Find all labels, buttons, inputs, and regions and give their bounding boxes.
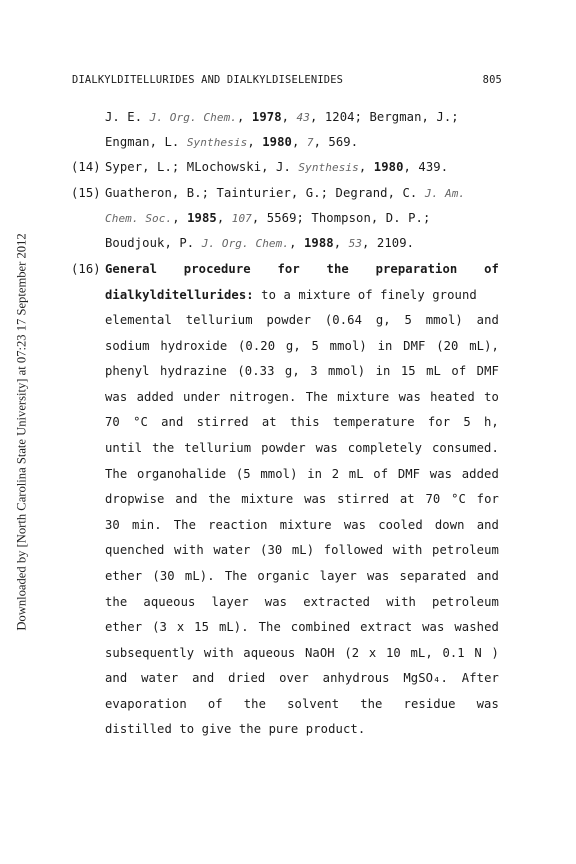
word: DMF bbox=[476, 364, 499, 379]
procedure-line bbox=[105, 671, 499, 685]
word: for bbox=[476, 492, 499, 507]
word: to bbox=[484, 389, 499, 404]
ref-number: (16) bbox=[71, 262, 101, 276]
word: solvent bbox=[287, 697, 340, 711]
word: and bbox=[105, 671, 128, 686]
word: evaporation bbox=[105, 697, 187, 711]
word: followed bbox=[323, 543, 384, 558]
word: subsequently bbox=[105, 645, 195, 660]
word: g, bbox=[375, 313, 391, 327]
word: water bbox=[213, 543, 251, 558]
procedure-line bbox=[105, 569, 499, 583]
word: tellurium bbox=[184, 441, 252, 455]
word: petroleum bbox=[432, 543, 499, 558]
word: was bbox=[343, 517, 367, 532]
procedure-line bbox=[105, 595, 499, 609]
word: g, bbox=[285, 338, 301, 353]
word: consumed. bbox=[432, 441, 499, 455]
word: mmol) bbox=[329, 338, 367, 353]
procedure-line bbox=[105, 646, 499, 660]
procedure-line bbox=[105, 441, 499, 455]
year: 1980 bbox=[373, 160, 404, 174]
word: mL bbox=[348, 466, 364, 481]
word: mmol) bbox=[328, 364, 366, 379]
word: hydrazine bbox=[160, 364, 227, 379]
volume: 7 bbox=[306, 136, 314, 149]
word: 0.1 bbox=[442, 645, 465, 660]
word: x bbox=[176, 620, 185, 635]
ref-16-line-1: dialkylditellurides: to a mixture of finely ground bbox=[105, 288, 477, 302]
word: the bbox=[105, 594, 128, 609]
word: ether bbox=[105, 620, 143, 635]
year: 1988 bbox=[303, 236, 334, 250]
word: sodium bbox=[105, 338, 150, 353]
word: x bbox=[368, 645, 377, 660]
word: The bbox=[258, 620, 281, 635]
word: mL). bbox=[218, 620, 249, 635]
word: h, bbox=[484, 415, 499, 430]
word: was bbox=[422, 620, 445, 635]
word: and bbox=[476, 313, 499, 327]
word: MgSO₄. bbox=[403, 671, 448, 686]
word: and bbox=[175, 492, 198, 507]
ref-13-line-1 bbox=[105, 110, 499, 124]
word: was bbox=[429, 466, 453, 481]
procedure-line bbox=[105, 697, 499, 711]
word: separated bbox=[399, 569, 467, 583]
word: of bbox=[373, 466, 389, 481]
procedure-last-line: distilled to give the pure product. bbox=[105, 722, 366, 736]
word: nitrogen. bbox=[229, 389, 297, 404]
word: cooled bbox=[378, 517, 423, 532]
word: 5 bbox=[311, 338, 319, 353]
word: N bbox=[474, 645, 482, 660]
word: and bbox=[476, 517, 499, 532]
word: (5 bbox=[235, 466, 251, 481]
word: 15 bbox=[194, 620, 210, 635]
word: was bbox=[105, 389, 128, 404]
word: The bbox=[105, 466, 128, 481]
procedure-line bbox=[105, 390, 499, 404]
word: the bbox=[360, 697, 383, 711]
word: of bbox=[451, 364, 467, 379]
page-number: 805 bbox=[482, 74, 502, 86]
word: and bbox=[476, 569, 499, 583]
word: extract bbox=[360, 620, 413, 635]
download-watermark-text: Downloaded by [North Carolina State University] at 07:23 17 September 2012 bbox=[14, 233, 29, 631]
year: 1985 bbox=[187, 211, 217, 225]
journal-name: J. Am. bbox=[424, 187, 466, 200]
word: tellurium bbox=[185, 313, 253, 327]
word: NaOH bbox=[304, 645, 335, 660]
word: quenched bbox=[105, 543, 165, 558]
word: DMF bbox=[403, 338, 426, 353]
word: (30 bbox=[260, 543, 283, 558]
volume: 43 bbox=[296, 111, 310, 124]
word: DMF bbox=[397, 466, 421, 481]
word: mixture bbox=[241, 492, 294, 507]
word: (2 bbox=[344, 645, 360, 660]
procedure-subheading: dialkylditellurides: bbox=[105, 288, 254, 302]
ref-13-line-1-content: J. E. J. Org. Chem., 1978, 43, 1204; Bergman, J.; bbox=[105, 110, 459, 124]
word: down bbox=[434, 517, 465, 532]
word: aqueous bbox=[243, 645, 296, 660]
procedure-line bbox=[105, 364, 499, 378]
word: layer bbox=[211, 594, 249, 609]
word: the bbox=[152, 441, 175, 455]
word: mixture bbox=[279, 517, 332, 532]
word: with bbox=[174, 543, 204, 558]
word: (30 bbox=[152, 569, 175, 583]
word: for bbox=[427, 415, 451, 430]
word: was bbox=[304, 492, 327, 507]
ref-14: (14) Syper, L.; MLochowski, J. Synthesis, 1980, 439. bbox=[71, 160, 449, 174]
volume: 107 bbox=[231, 212, 252, 225]
journal-name: J. Org. Chem. bbox=[149, 111, 238, 124]
word: mixture bbox=[337, 389, 390, 404]
word: powder bbox=[266, 313, 312, 327]
journal-name: Chem. Soc. bbox=[105, 212, 173, 225]
word: organohalide bbox=[136, 466, 227, 481]
word: (0.33 bbox=[237, 364, 275, 379]
word: dried bbox=[228, 671, 266, 686]
procedure-line bbox=[105, 415, 499, 429]
word: mL, bbox=[410, 645, 433, 660]
word: g, bbox=[284, 364, 300, 379]
word: with bbox=[203, 645, 234, 660]
word: 70 bbox=[105, 415, 120, 430]
word: °C bbox=[451, 492, 466, 507]
ref-13-line-2: Engman, L. Synthesis, 1980, 7, 569. bbox=[105, 135, 359, 149]
word: reaction bbox=[208, 517, 268, 532]
word: stirred bbox=[196, 415, 249, 430]
word: was bbox=[315, 441, 338, 455]
word: at bbox=[261, 415, 277, 430]
word: completely bbox=[347, 441, 423, 455]
word: petroleum bbox=[432, 594, 499, 609]
word: was bbox=[264, 594, 288, 609]
word: elemental bbox=[105, 313, 172, 327]
word: phenyl bbox=[105, 364, 150, 379]
word: the bbox=[208, 492, 231, 507]
word: dropwise bbox=[105, 492, 165, 507]
word: heated bbox=[430, 389, 475, 404]
word: 5 bbox=[463, 415, 471, 430]
ref-15-line-3: Boudjouk, P. J. Org. Chem., 1988, 53, 2109. bbox=[105, 236, 415, 250]
word: the bbox=[243, 697, 267, 711]
word: 70 bbox=[425, 492, 441, 507]
word: combined bbox=[290, 620, 351, 635]
word: 2 bbox=[331, 466, 340, 481]
word: this bbox=[289, 415, 320, 430]
procedure-line bbox=[105, 620, 499, 634]
word: and bbox=[192, 671, 215, 686]
word: °C bbox=[133, 415, 148, 430]
procedure-line bbox=[105, 543, 499, 557]
procedure-line bbox=[105, 492, 499, 506]
journal-name: Synthesis bbox=[186, 136, 248, 149]
word: After bbox=[461, 671, 499, 686]
word: (3 bbox=[152, 620, 167, 635]
journal-name: Synthesis bbox=[298, 161, 359, 174]
word: The bbox=[224, 569, 248, 583]
word: aqueous bbox=[143, 594, 196, 609]
word: 3 bbox=[310, 364, 318, 379]
word: washed bbox=[454, 620, 499, 635]
word: stirred bbox=[337, 492, 390, 507]
word: was bbox=[367, 569, 390, 583]
word: ) bbox=[491, 645, 499, 660]
word: residue bbox=[403, 697, 456, 711]
procedure-line bbox=[105, 467, 499, 481]
word: 15 bbox=[400, 364, 416, 379]
word: was bbox=[398, 389, 421, 404]
word: in bbox=[307, 466, 323, 481]
word: (20 bbox=[436, 338, 459, 353]
word: was bbox=[476, 697, 499, 711]
word: over bbox=[279, 671, 309, 686]
word: (0.20 bbox=[238, 338, 276, 353]
ref-number: (14) bbox=[71, 160, 101, 174]
year: 1980 bbox=[262, 135, 292, 149]
ref-16-heading-words: General procedure for the preparation of bbox=[105, 262, 499, 276]
word: and bbox=[161, 415, 184, 430]
ref-15-line-1: (15) Guatheron, B.; Tainturier, G.; Degrand, C. J. Am. bbox=[71, 186, 466, 200]
running-header bbox=[72, 74, 502, 88]
word: The bbox=[305, 389, 328, 404]
word: in bbox=[377, 338, 393, 353]
word: added bbox=[136, 389, 174, 404]
word: mL). bbox=[184, 569, 215, 583]
procedure-line bbox=[105, 518, 499, 532]
word: until bbox=[105, 441, 143, 455]
word: of bbox=[207, 697, 223, 711]
word: mL bbox=[426, 364, 441, 379]
word: under bbox=[183, 389, 221, 404]
word: hydroxide bbox=[160, 338, 228, 353]
journal-name: J. Org. Chem. bbox=[201, 237, 290, 250]
word: mL) bbox=[291, 543, 315, 558]
word: extracted bbox=[303, 594, 371, 609]
procedure-line bbox=[105, 339, 499, 353]
word: water bbox=[141, 671, 179, 686]
word: layer bbox=[319, 569, 357, 583]
word: added bbox=[461, 466, 499, 481]
download-watermark bbox=[12, 0, 32, 864]
word: 5 bbox=[404, 313, 412, 327]
word: mmol) bbox=[260, 466, 298, 481]
word: min. bbox=[131, 517, 162, 532]
word: 30 bbox=[105, 517, 120, 532]
procedure-line bbox=[105, 313, 499, 327]
word: mmol) bbox=[425, 313, 463, 327]
word: mL), bbox=[469, 338, 499, 353]
word: temperature bbox=[332, 415, 415, 430]
word: The bbox=[173, 517, 197, 532]
word: in bbox=[375, 364, 391, 379]
word: anhydrous bbox=[322, 671, 390, 686]
ref-15-line-2: Chem. Soc., 1985, 107, 5569; Thompson, D. P.; bbox=[105, 211, 431, 225]
word: 10 bbox=[385, 645, 401, 660]
year: 1978 bbox=[251, 110, 282, 124]
running-title: DIALKYLDITELLURIDES AND DIALKYLDISELENIDES bbox=[72, 74, 344, 86]
word: at bbox=[399, 492, 415, 507]
word: organic bbox=[257, 569, 310, 583]
word: with bbox=[386, 594, 416, 609]
word: with bbox=[392, 543, 423, 558]
word: powder bbox=[261, 441, 306, 455]
word: ether bbox=[105, 569, 143, 583]
ref-number: (15) bbox=[71, 186, 101, 200]
word: (0.64 bbox=[324, 313, 363, 327]
volume: 53 bbox=[348, 237, 363, 250]
